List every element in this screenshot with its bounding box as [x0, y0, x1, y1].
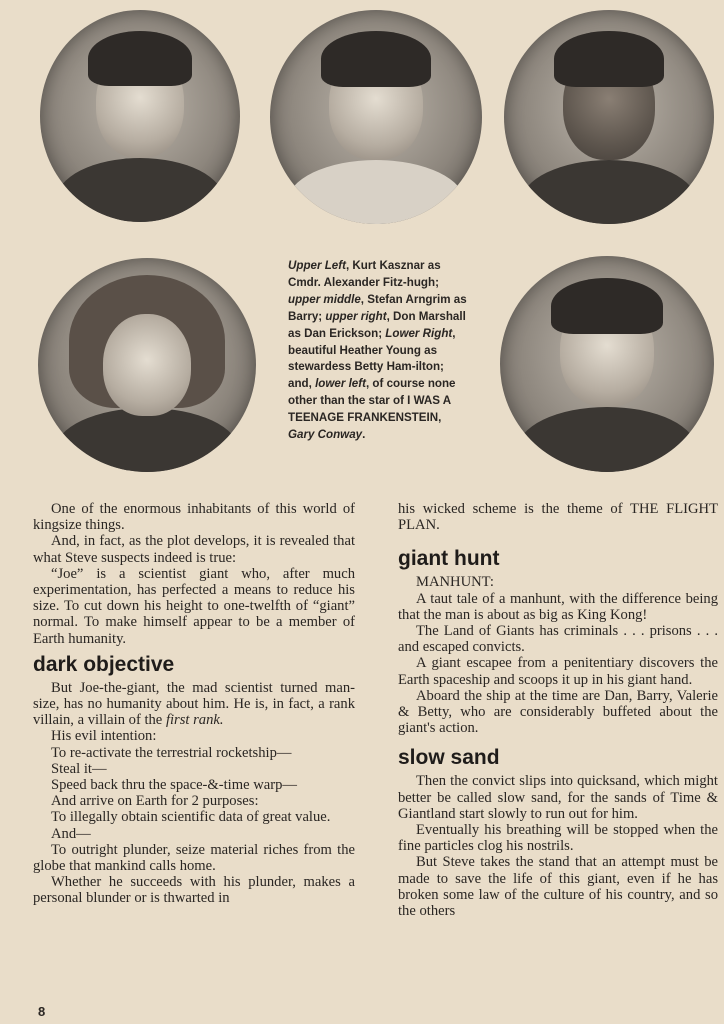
paragraph: His evil intention: — [51, 728, 157, 745]
paragraph — [33, 680, 355, 729]
paragraph: A taut tale of a manhunt, with the difference being that the man is about as big as King Kong! — [398, 590, 718, 623]
emphasis-text: first rank. — [165, 712, 224, 729]
paragraph: To illegally obtain scientific data of great value. — [51, 809, 331, 826]
caption-part: , of course none other than the star of I WAS A TEENAGE FRANKENSTEIN, — [288, 377, 456, 425]
page-number: 8 — [38, 1004, 46, 1019]
paragraph: And, in fact, as the plot develops, it is revealed that what Steve suspects indeed is true: — [33, 533, 355, 566]
caption-part: upper right — [325, 309, 387, 323]
caption-part: , Don Marshall as Dan Erickson; — [288, 309, 466, 340]
caption-part: upper middle — [288, 292, 361, 306]
paragraph-text: But Joe-the-giant, the mad scientist turned man-size, has no humanity about him. He is, in fact, a rank villain, a villain of the — [33, 679, 355, 729]
caption-part: , Kurt Kasznar as Cmdr. Alexander Fitz-hugh; — [288, 259, 441, 289]
article-column-left — [33, 501, 355, 907]
paragraph: The Land of Giants has criminals . . . prisons . . . and escaped convicts. — [398, 623, 718, 656]
caption-part: , beautiful Heather Young as stewardess Betty Ham-ilton; and, — [288, 326, 456, 391]
paragraph: And arrive on Earth for 2 purposes: — [51, 793, 259, 810]
paragraph: To outright plunder, seize material riches from the globe that mankind calls home. — [33, 841, 355, 875]
caption-part: Upper Left — [288, 259, 346, 272]
paragraph: his wicked scheme is the theme of THE FLIGHT PLAN. — [398, 501, 718, 534]
caption-part: lower left — [315, 377, 366, 391]
paragraph: Whether he succeeds with his plunder, makes a personal blunder or is thwarted in — [33, 874, 355, 907]
article-column-right — [398, 501, 718, 919]
paragraph: One of the enormous inhabitants of this world of kingsize things. — [33, 501, 355, 534]
paragraph: A giant escapee from a penitentiary discovers the Earth spaceship and scoops it up in his giant hand. — [398, 655, 718, 688]
paragraph: To re-activate the terrestrial rocketship— — [51, 744, 292, 761]
paragraph: But Steve takes the stand that an attempt must be made to save the life of this giant, even if he has broken some law of the culture of his country, and so the others — [398, 854, 718, 920]
section-heading: slow sand — [398, 746, 500, 770]
paragraph: Speed back thru the space-&-time warp— — [51, 777, 297, 794]
portrait-upper-right — [504, 10, 714, 224]
photo-caption — [288, 258, 468, 444]
portrait-upper-left — [40, 10, 240, 222]
paragraph: And— — [51, 825, 91, 842]
paragraph: Eventually his breathing will be stopped when the fine particles clog his nostrils. — [398, 822, 718, 855]
section-heading: dark objective — [33, 652, 175, 676]
paragraph: Aboard the ship at the time are Dan, Barry, Valerie & Betty, who are considerably buffeted about the giant's action. — [398, 687, 718, 737]
paragraph: Steal it— — [51, 760, 107, 777]
caption-part: Gary Conway — [288, 428, 363, 442]
caption-part: , Stefan Arngrim as Barry; — [288, 292, 467, 323]
portrait-lower-right — [500, 256, 714, 472]
portrait-upper-middle — [270, 10, 482, 224]
portrait-lower-left — [38, 258, 256, 472]
caption-part: . — [362, 428, 366, 442]
paragraph: MANHUNT: — [416, 574, 494, 591]
caption-part: Lower Right — [385, 326, 453, 340]
section-heading: giant hunt — [398, 547, 500, 571]
paragraph: Then the convict slips into quicksand, which might better be called slow sand, for the sands of Time & Giantland start slowly to run out for him. — [398, 773, 718, 822]
paragraph: “Joe” is a scientist giant who, after much experimentation, has perfected a means to reduce his size. To cut down his height to one-twelfth of “giant” normal. To make himself appear to be a member of Earth humanity. — [33, 565, 355, 647]
